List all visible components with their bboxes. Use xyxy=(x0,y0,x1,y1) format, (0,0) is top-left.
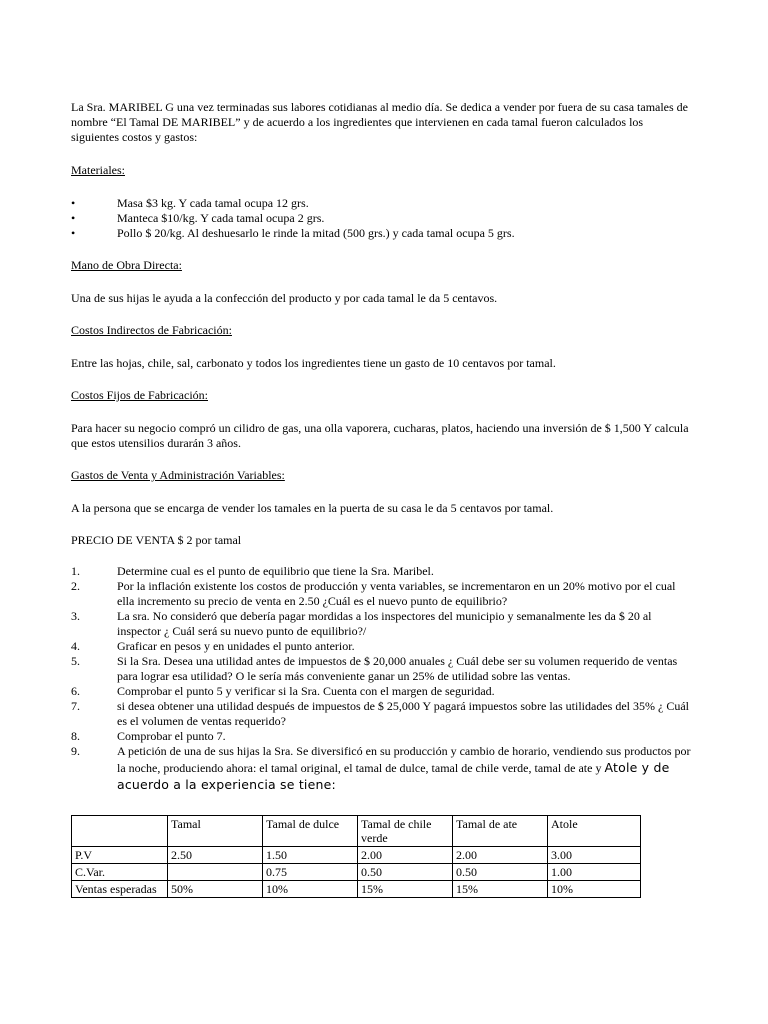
table-cell: 2.00 xyxy=(453,847,548,864)
list-item xyxy=(71,564,691,579)
mano-obra-text: Una de sus hijas le ayuda a la confección del producto y por cada tamal le da 5 centavos. xyxy=(71,291,498,305)
table-header-row xyxy=(72,816,641,847)
costos-fijos-text: Para hacer su negocio compró un cilidro de gas, una olla vaporera, cucharas, platos, haciendo una inversión de $ 1,500 Y calcula que estos utensilios durarán 3 años. xyxy=(71,421,689,450)
table-header-cell: Atole xyxy=(548,816,641,847)
question-text: Comprobar el punto 5 y verificar si la Sra. Cuenta con el margen de seguridad. xyxy=(117,684,495,698)
table-header-cell: Tamal de chile verde xyxy=(358,816,453,847)
materiales-heading: Materiales: xyxy=(71,163,125,177)
list-item xyxy=(71,579,691,609)
table-cell: 0.50 xyxy=(453,864,548,881)
costos-indirectos-heading: Costos Indirectos de Fabricación: xyxy=(71,323,232,337)
bullet-icon: • xyxy=(71,211,76,225)
costos-indirectos-text: Entre las hojas, chile, sal, carbonato y todos los ingredientes tiene un gasto de 10 centavos por tamal. xyxy=(71,356,556,370)
table-header-cell xyxy=(72,816,168,847)
question-number: 6. xyxy=(71,684,80,698)
mano-obra-heading: Mano de Obra Directa: xyxy=(71,258,182,272)
question-number: 1. xyxy=(71,564,80,578)
list-item: • Pollo $ 20/kg. Al deshuesarlo le rinde la mitad (500 grs.) y cada tamal ocupa 5 grs. xyxy=(71,226,515,240)
table-cell: 3.00 xyxy=(548,847,641,864)
question-number: 2. xyxy=(71,579,80,593)
list-item: • Masa $3 kg. Y cada tamal ocupa 12 grs. xyxy=(71,196,309,210)
table-cell: 10% xyxy=(263,881,358,898)
intro-paragraph: La Sra. MARIBEL G una vez terminadas sus labores cotidianas al medio día. Se dedica a vender por fuera de su casa tamales de nombre “El Tamal DE MARIBEL” y de acuerdo a los ingredientes que intervienen en cada tamal fueron calculados los siguientes costos y gastos: xyxy=(71,100,689,144)
costos-fijos-heading: Costos Fijos de Fabricación: xyxy=(71,388,208,402)
bullet-icon: • xyxy=(71,226,76,240)
question-text: Determine cual es el punto de equilibrio que tiene la Sra. Maribel. xyxy=(117,564,434,578)
question-text: si desea obtener una utilidad después de impuestos de $ 25,000 Y pagará impuestos sobre las utilidades del 35% ¿ Cuál es el volumen de ventas requerido? xyxy=(117,699,689,728)
table-header-cell: Tamal xyxy=(168,816,263,847)
table-cell: Ventas esperadas xyxy=(72,881,168,898)
table-row xyxy=(72,864,641,881)
question-number: 3. xyxy=(71,609,80,623)
gastos-venta-text: A la persona que se encarga de vender los tamales en la puerta de su casa le da 5 centavos por tamal. xyxy=(71,501,554,515)
table-cell: 0.75 xyxy=(263,864,358,881)
list-item xyxy=(71,609,691,639)
table-cell: 2.50 xyxy=(168,847,263,864)
table-row xyxy=(72,847,641,864)
materiales-list xyxy=(71,196,691,241)
list-item xyxy=(71,744,691,793)
product-cost-table xyxy=(71,815,641,898)
table-row xyxy=(72,881,641,898)
table-cell: P.V xyxy=(72,847,168,864)
table-header-cell: Tamal de dulce xyxy=(263,816,358,847)
question-number: 7. xyxy=(71,699,80,713)
list-item xyxy=(71,639,691,654)
gastos-venta-heading: Gastos de Venta y Administración Variables: xyxy=(71,468,285,482)
questions-list xyxy=(71,564,691,793)
table-cell: 1.50 xyxy=(263,847,358,864)
list-item xyxy=(71,699,691,729)
question-text: La sra. No consideró que debería pagar mordidas a los inspectores del municipio y semanalmente les da $ 20 al inspector ¿ Cuál será su nuevo punto de equilibrio?/ xyxy=(117,609,652,638)
question-text: Por la inflación existente los costos de producción y venta variables, se incrementaron en un 20% motivo por el cual ella incremento su precio de venta en 2.50 ¿Cuál es el nuevo punto de equilibrio? xyxy=(117,579,676,608)
table-cell: 0.50 xyxy=(358,864,453,881)
list-item xyxy=(71,729,691,744)
table-cell: 2.00 xyxy=(358,847,453,864)
question-text: Si la Sra. Desea una utilidad antes de impuestos de $ 20,000 anuales ¿ Cuál debe ser su volumen requerido de ventas para lograr esa utilidad? O le sería más conveniente ganar un 25% de utilidad sobre las ventas. xyxy=(117,654,678,683)
table-cell: 50% xyxy=(168,881,263,898)
question-number: 4. xyxy=(71,639,80,653)
question-text-tail: Atole y de acuerdo a la experiencia se tiene: xyxy=(117,760,670,792)
bullet-icon: • xyxy=(71,196,76,210)
list-item xyxy=(71,684,691,699)
question-text: Comprobar el punto 7. xyxy=(117,729,226,743)
question-number: 9. xyxy=(71,744,80,758)
list-item: • Manteca $10/kg. Y cada tamal ocupa 2 grs. xyxy=(71,211,325,225)
table-cell: 1.00 xyxy=(548,864,641,881)
question-text: A petición de una de sus hijas la Sra. Se diversificó en su producción y cambio de horario, vendiendo sus productos por la noche, produciendo ahora: el tamal original, el tamal de dulce, tamal de chile verde, tamal de ate y xyxy=(117,744,691,775)
table-cell: 15% xyxy=(358,881,453,898)
table-header-cell: Tamal de ate xyxy=(453,816,548,847)
question-number: 8. xyxy=(71,729,80,743)
table-cell: C.Var. xyxy=(72,864,168,881)
question-number: 5. xyxy=(71,654,80,668)
table-cell: 15% xyxy=(453,881,548,898)
precio-venta: PRECIO DE VENTA $ 2 por tamal xyxy=(71,533,242,547)
list-item xyxy=(71,654,691,684)
document-page xyxy=(71,100,691,898)
question-text: Graficar en pesos y en unidades el punto anterior. xyxy=(117,639,355,653)
table-cell xyxy=(168,864,263,881)
table-cell: 10% xyxy=(548,881,641,898)
